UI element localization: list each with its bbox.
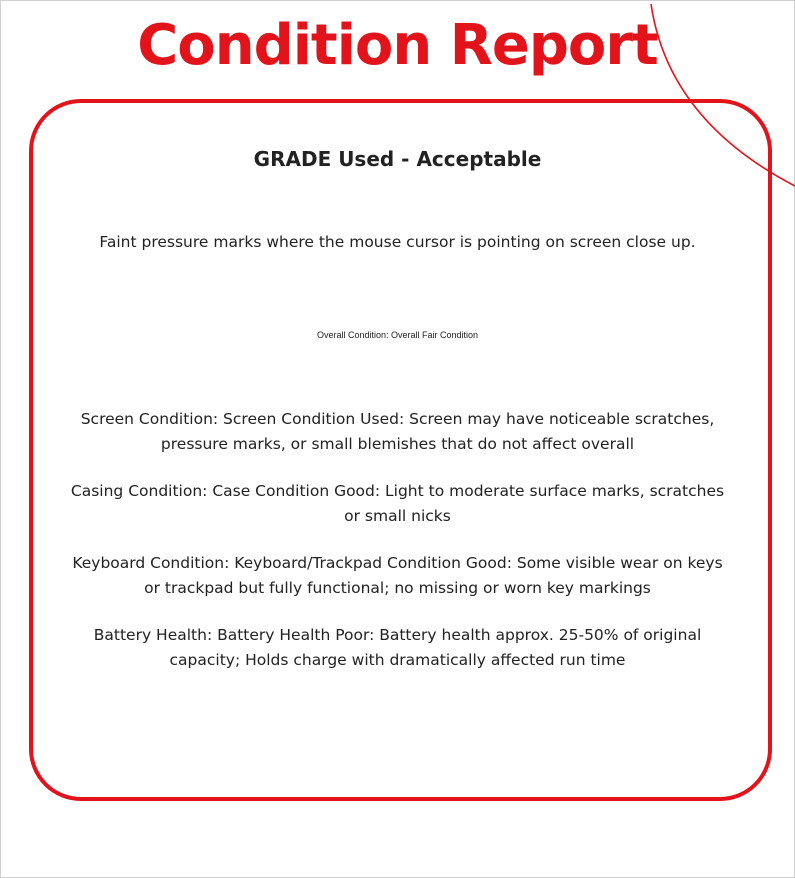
screen-condition: Screen Condition: Screen Condition Used: Screen may have noticeable scratches, pressure marks, or small blemishes that do not affect overall: [80, 410, 715, 453]
report-title: Condition Report: [137, 13, 658, 78]
overall-condition: Overall Condition: Overall Fair Condition: [316, 330, 479, 340]
grade-heading: GRADE Used - Acceptable: [253, 147, 542, 171]
condition-note: Faint pressure marks where the mouse cursor is pointing on screen close up.: [99, 233, 696, 251]
casing-condition: Casing Condition: Case Condition Good: Light to moderate surface marks, scratches or small nicks: [70, 482, 725, 525]
condition-list: [70, 407, 725, 695]
battery-health: Battery Health: Battery Health Poor: Battery health approx. 25-50% of original capacity; Holds charge with dramatically affected run time: [93, 626, 702, 669]
keyboard-condition: Keyboard Condition: Keyboard/Trackpad Condition Good: Some visible wear on keys or trackpad but fully functional; no missing or worn key markings: [72, 554, 723, 597]
